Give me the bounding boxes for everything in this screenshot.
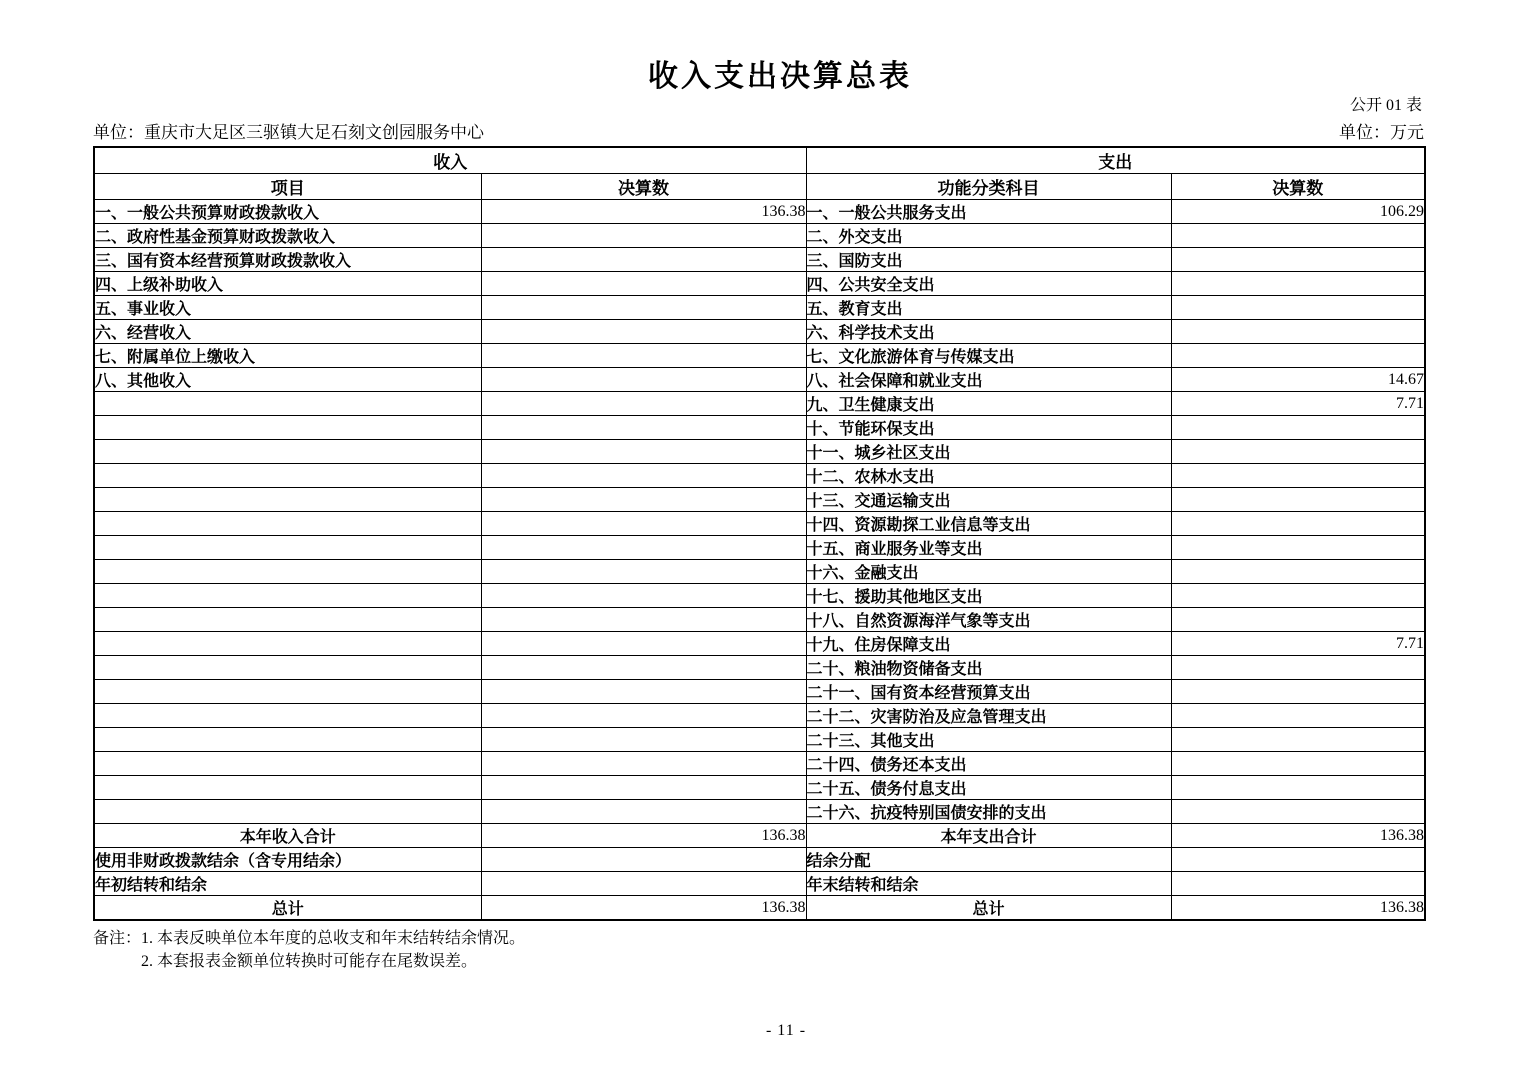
table-row: [94, 584, 1425, 608]
income-item-cell: 八、其他收入: [94, 368, 481, 392]
income-item-cell: [94, 728, 481, 752]
expense-amount-cell: 136.38: [1171, 824, 1425, 848]
income-item-cell: [94, 536, 481, 560]
income-amount-cell: [481, 608, 806, 632]
income-amount-cell: [481, 440, 806, 464]
income-item-cell: 年初结转和结余: [94, 872, 481, 896]
expense-amount-cell: [1171, 536, 1425, 560]
table-row: [94, 680, 1425, 704]
table-row: [94, 344, 1425, 368]
table-row: [94, 320, 1425, 344]
income-amount-cell: [481, 464, 806, 488]
expense-amount-cell: 7.71: [1171, 392, 1425, 416]
expense-amount-cell: [1171, 656, 1425, 680]
page-number: - 11 -: [765, 1022, 807, 1039]
expense-amount-cell: 7.71: [1171, 632, 1425, 656]
income-item-cell: [94, 392, 481, 416]
expense-item-cell: 二十、粮油物资储备支出: [806, 656, 1171, 680]
table-row: [94, 656, 1425, 680]
expense-item-cell: 二十三、其他支出: [806, 728, 1171, 752]
expense-amount-cell: [1171, 608, 1425, 632]
expense-item-column-header: 功能分类科目: [806, 174, 1171, 200]
table-row: [94, 416, 1425, 440]
expense-amount-cell: 136.38: [1171, 896, 1425, 921]
expense-item-cell: 十三、交通运输支出: [806, 488, 1171, 512]
income-amount-cell: [481, 320, 806, 344]
expense-item-cell: 十四、资源勘探工业信息等支出: [806, 512, 1171, 536]
income-item-cell: [94, 488, 481, 512]
table-row: [94, 800, 1425, 824]
expense-item-cell: 四、公共安全支出: [806, 272, 1171, 296]
expense-item-cell: 二十四、债务还本支出: [806, 752, 1171, 776]
page-title: 收入支出决算总表: [648, 60, 912, 93]
table-row: [94, 464, 1425, 488]
expense-item-cell: 三、国防支出: [806, 248, 1171, 272]
table-row: [94, 512, 1425, 536]
income-item-cell: [94, 656, 481, 680]
income-item-cell: [94, 680, 481, 704]
table-row: [94, 632, 1425, 656]
income-item-cell: [94, 584, 481, 608]
income-amount-cell: [481, 848, 806, 872]
expense-item-cell: 十八、自然资源海洋气象等支出: [806, 608, 1171, 632]
income-amount-cell: [481, 392, 806, 416]
table-row: [94, 824, 1425, 848]
expense-amount-cell: [1171, 872, 1425, 896]
expense-item-cell: 七、文化旅游体育与传媒支出: [806, 344, 1171, 368]
income-item-cell: 三、国有资本经营预算财政拨款收入: [94, 248, 481, 272]
expense-amount-cell: [1171, 488, 1425, 512]
income-amount-cell: 136.38: [481, 896, 806, 921]
income-amount-cell: [481, 584, 806, 608]
table-row: [94, 848, 1425, 872]
income-amount-column-header: 决算数: [481, 174, 806, 200]
income-item-cell: 总计: [94, 896, 481, 921]
income-item-cell: 二、政府性基金预算财政拨款收入: [94, 224, 481, 248]
expense-item-cell: 二十五、债务付息支出: [806, 776, 1171, 800]
expense-amount-cell: [1171, 224, 1425, 248]
income-item-cell: [94, 440, 481, 464]
table-code: 公开 01 表: [1349, 97, 1422, 114]
table-row: [94, 872, 1425, 896]
expense-amount-cell: [1171, 680, 1425, 704]
expense-item-cell: 二十一、国有资本经营预算支出: [806, 680, 1171, 704]
expense-amount-cell: [1171, 512, 1425, 536]
meta-row: [93, 118, 1424, 143]
income-amount-cell: [481, 752, 806, 776]
expense-item-cell: 年末结转和结余: [806, 872, 1171, 896]
expense-amount-cell: [1171, 272, 1425, 296]
table-row: [94, 488, 1425, 512]
income-item-cell: 六、经营收入: [94, 320, 481, 344]
expense-item-cell: 八、社会保障和就业支出: [806, 368, 1171, 392]
income-item-cell: [94, 632, 481, 656]
income-amount-cell: [481, 488, 806, 512]
income-amount-cell: [481, 728, 806, 752]
unit-name: 单位：重庆市大足区三驱镇大足石刻文创园服务中心: [93, 123, 484, 142]
expense-amount-cell: [1171, 728, 1425, 752]
table-row: [94, 248, 1425, 272]
table-row: [94, 704, 1425, 728]
expense-amount-cell: [1171, 320, 1425, 344]
expense-item-cell: 一、一般公共服务支出: [806, 200, 1171, 224]
income-item-cell: [94, 512, 481, 536]
expense-amount-cell: 14.67: [1171, 368, 1425, 392]
income-amount-cell: [481, 704, 806, 728]
table-row: [94, 272, 1425, 296]
income-item-cell: [94, 608, 481, 632]
table-row: [94, 896, 1425, 921]
expense-item-cell: 二十二、灾害防治及应急管理支出: [806, 704, 1171, 728]
income-item-cell: 五、事业收入: [94, 296, 481, 320]
income-amount-cell: [481, 800, 806, 824]
income-item-cell: 一、一般公共预算财政拨款收入: [94, 200, 481, 224]
expense-item-cell: 十五、商业服务业等支出: [806, 536, 1171, 560]
table-row: [94, 560, 1425, 584]
income-item-cell: 七、附属单位上缴收入: [94, 344, 481, 368]
income-amount-cell: [481, 248, 806, 272]
expense-amount-cell: [1171, 248, 1425, 272]
expense-item-cell: 十一、城乡社区支出: [806, 440, 1171, 464]
income-item-cell: [94, 800, 481, 824]
income-item-cell: 使用非财政拨款结余（含专用结余）: [94, 848, 481, 872]
notes: [93, 927, 525, 973]
income-item-cell: [94, 752, 481, 776]
note-line: 1. 本表反映单位本年度的总收支和年末结转结余情况。: [141, 930, 526, 947]
expense-item-cell: 五、教育支出: [806, 296, 1171, 320]
table-row: [94, 368, 1425, 392]
note-line: 2. 本套报表金额单位转换时可能存在尾数误差。: [141, 953, 478, 970]
income-amount-cell: [481, 560, 806, 584]
expense-item-cell: 二十六、抗疫特别国债安排的支出: [806, 800, 1171, 824]
notes-label: 备注：: [93, 930, 142, 947]
income-amount-cell: [481, 632, 806, 656]
expense-amount-cell: 106.29: [1171, 200, 1425, 224]
table-row: [94, 224, 1425, 248]
income-item-cell: 四、上级补助收入: [94, 272, 481, 296]
income-item-cell: [94, 704, 481, 728]
expense-amount-cell: [1171, 560, 1425, 584]
income-amount-cell: [481, 368, 806, 392]
income-amount-cell: [481, 536, 806, 560]
income-item-cell: 本年收入合计: [94, 824, 481, 848]
table-row: [94, 200, 1425, 224]
income-item-cell: [94, 560, 481, 584]
income-amount-cell: [481, 512, 806, 536]
expense-amount-cell: [1171, 464, 1425, 488]
table-row: [94, 608, 1425, 632]
expense-amount-cell: [1171, 296, 1425, 320]
income-amount-cell: [481, 224, 806, 248]
income-item-cell: [94, 416, 481, 440]
income-item-column-header: 项目: [94, 174, 481, 200]
section-header-row: [94, 147, 1425, 174]
income-amount-cell: [481, 296, 806, 320]
income-amount-cell: [481, 680, 806, 704]
expense-amount-cell: [1171, 416, 1425, 440]
expense-amount-cell: [1171, 584, 1425, 608]
expense-item-cell: 十九、住房保障支出: [806, 632, 1171, 656]
table-row: [94, 392, 1425, 416]
expense-amount-cell: [1171, 440, 1425, 464]
expense-amount-cell: [1171, 800, 1425, 824]
expense-amount-column-header: 决算数: [1171, 174, 1425, 200]
summary-table: [93, 146, 1426, 921]
expense-item-cell: 十七、援助其他地区支出: [806, 584, 1171, 608]
expense-item-cell: 本年支出合计: [806, 824, 1171, 848]
expense-item-cell: 十六、金融支出: [806, 560, 1171, 584]
income-amount-cell: [481, 776, 806, 800]
income-amount-cell: 136.38: [481, 200, 806, 224]
expense-amount-cell: [1171, 752, 1425, 776]
expense-amount-cell: [1171, 848, 1425, 872]
expense-item-cell: 九、卫生健康支出: [806, 392, 1171, 416]
table-row: [94, 752, 1425, 776]
expense-amount-cell: [1171, 344, 1425, 368]
income-amount-cell: [481, 656, 806, 680]
expense-item-cell: 二、外交支出: [806, 224, 1171, 248]
expense-item-cell: 十二、农林水支出: [806, 464, 1171, 488]
table-body: [94, 200, 1425, 921]
expense-section-header: 支出: [806, 147, 1425, 174]
table-row: [94, 440, 1425, 464]
column-header-row: [94, 174, 1425, 200]
table-row: [94, 776, 1425, 800]
expense-item-cell: 六、科学技术支出: [806, 320, 1171, 344]
income-amount-cell: 136.38: [481, 824, 806, 848]
income-item-cell: [94, 464, 481, 488]
expense-item-cell: 结余分配: [806, 848, 1171, 872]
income-amount-cell: [481, 344, 806, 368]
income-amount-cell: [481, 272, 806, 296]
table-row: [94, 536, 1425, 560]
income-section-header: 收入: [94, 147, 806, 174]
expense-item-cell: 十、节能环保支出: [806, 416, 1171, 440]
currency-unit: 单位：万元: [1339, 123, 1424, 142]
expense-amount-cell: [1171, 704, 1425, 728]
table-row: [94, 728, 1425, 752]
table-row: [94, 296, 1425, 320]
expense-item-cell: 总计: [806, 896, 1171, 921]
income-amount-cell: [481, 872, 806, 896]
income-amount-cell: [481, 416, 806, 440]
expense-amount-cell: [1171, 776, 1425, 800]
income-item-cell: [94, 776, 481, 800]
